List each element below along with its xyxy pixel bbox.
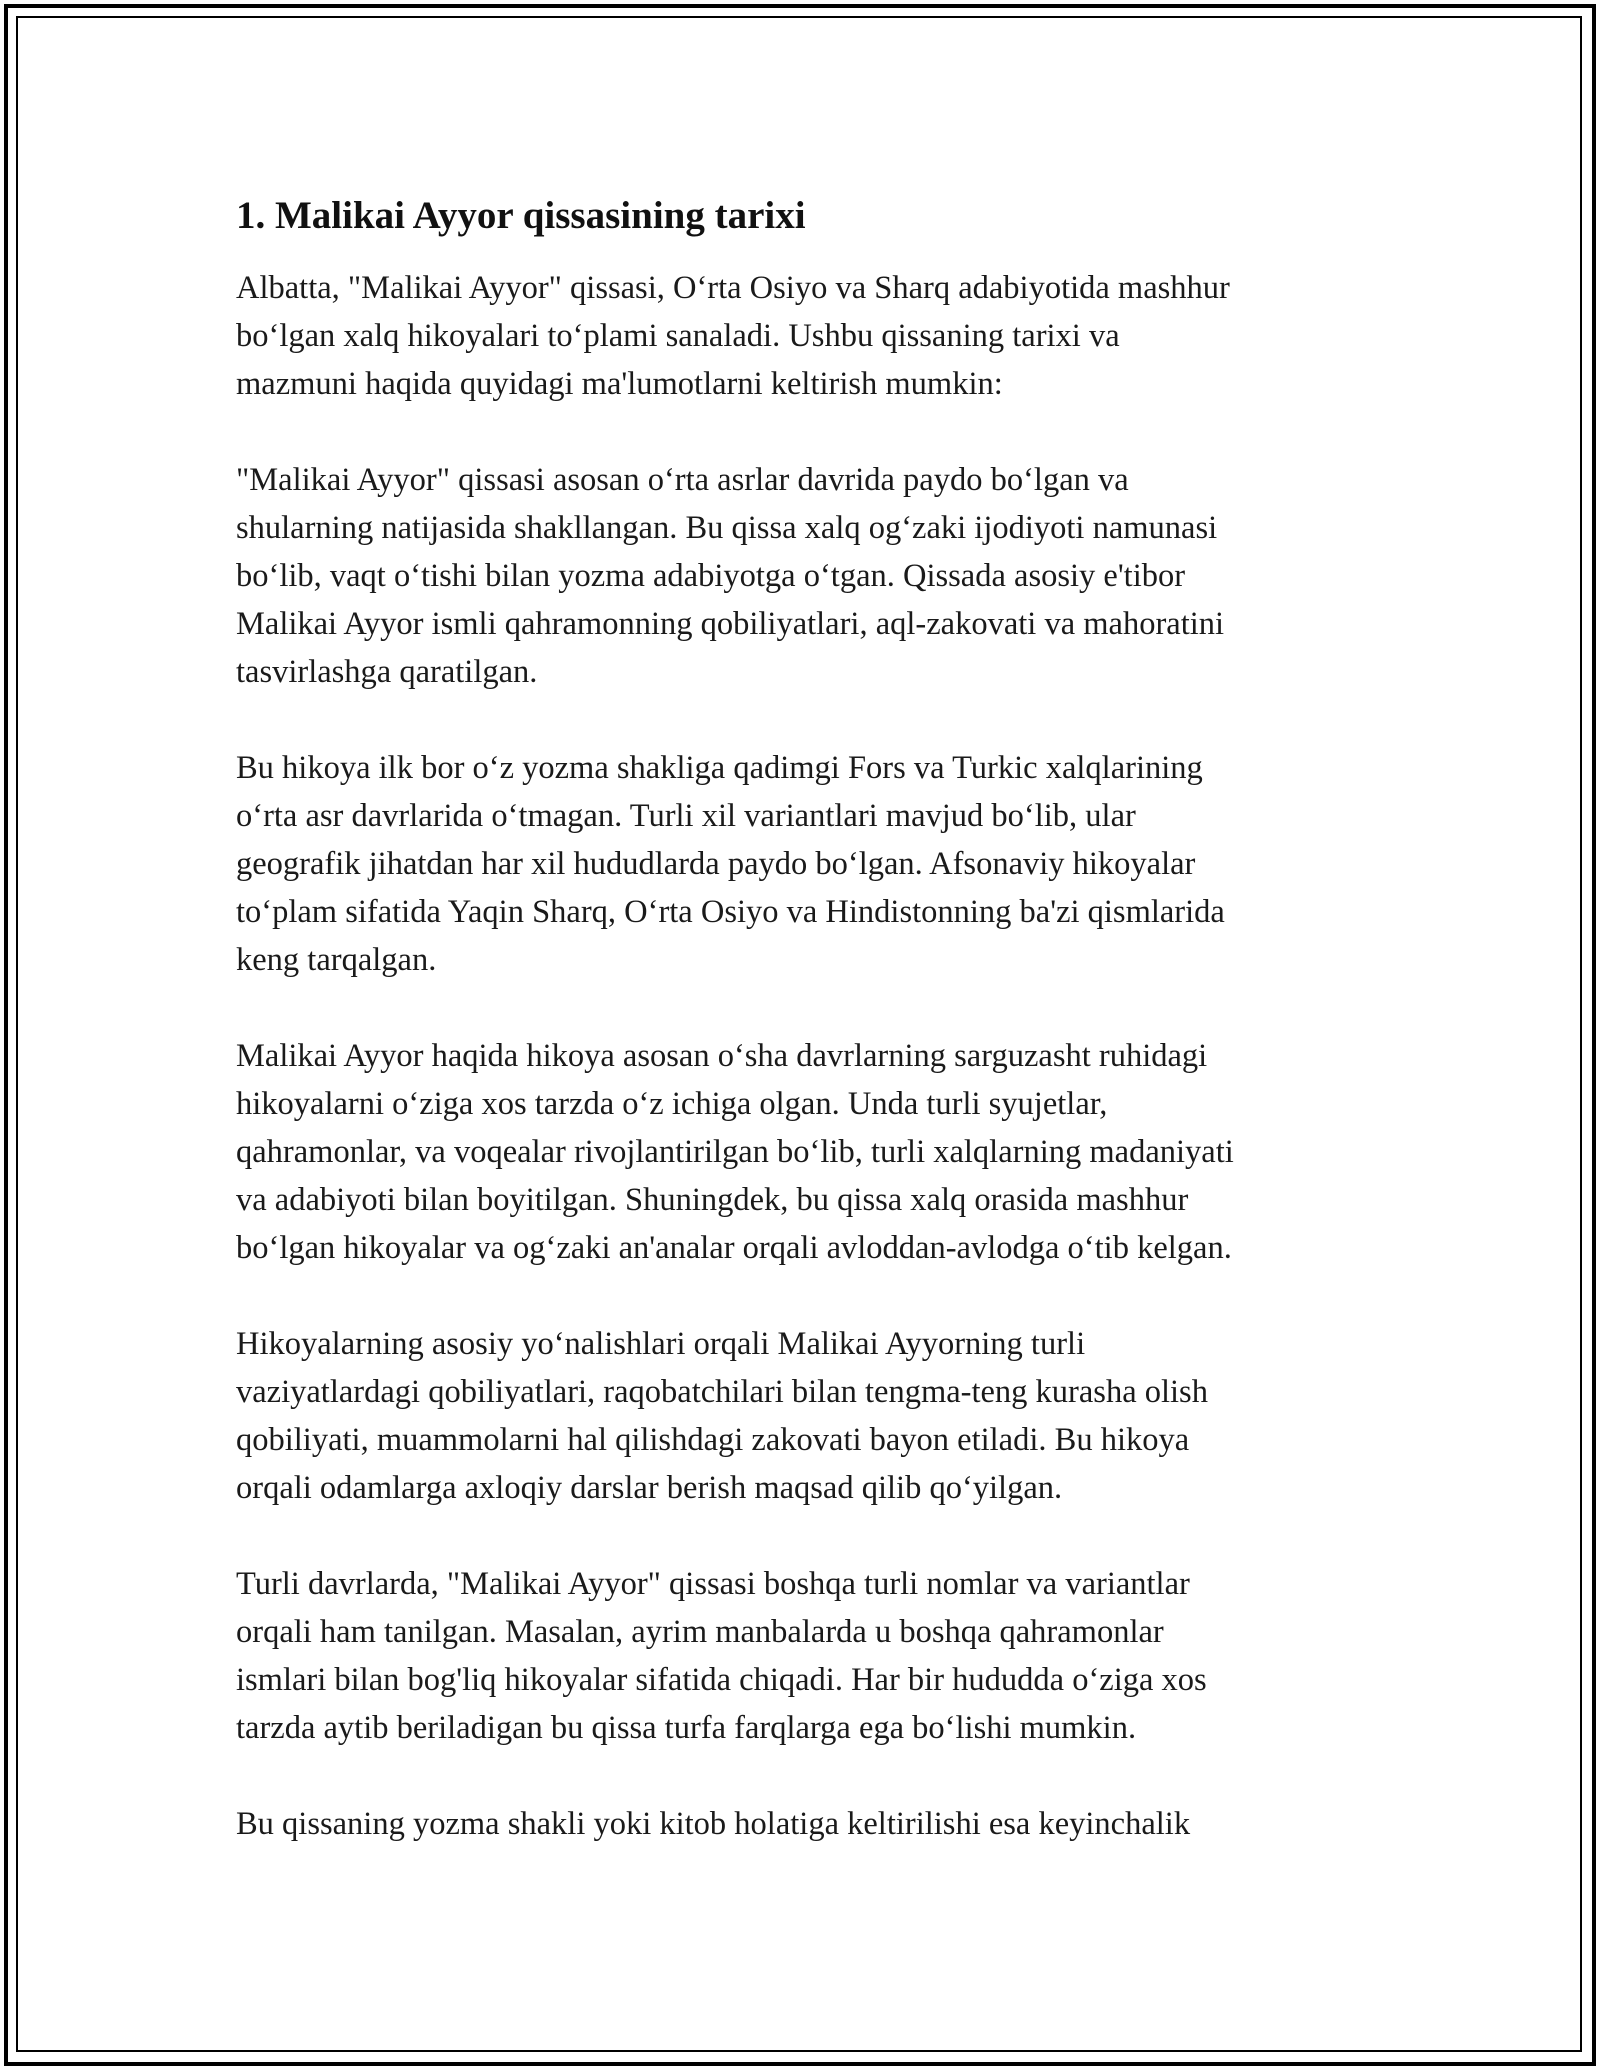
paragraph-line: Malikai Ayyor haqida hikoya asosan o‘sha davrlarning sarguzasht ruhidagi <box>236 1038 1208 1074</box>
paragraph-line: keng tarqalgan. <box>236 942 437 978</box>
paragraph-line: Bu hikoya ilk bor o‘z yozma shakliga qadimgi Fors va Turkic xalqlarining <box>236 750 1203 786</box>
paragraph-line: orqali ham tanilgan. Masalan, ayrim manbalarda u boshqa qahramonlar <box>236 1614 1164 1650</box>
paragraph-line: geografik jihatdan har xil hududlarda paydo bo‘lgan. Afsonaviy hikoyalar <box>236 846 1196 882</box>
document-body <box>236 188 1376 1896</box>
paragraph-line: ismlari bilan bog'liq hikoyalar sifatida chiqadi. Har bir hududda o‘ziga xos <box>236 1662 1207 1698</box>
paragraph-line: Albatta, "Malikai Ayyor" qissasi, O‘rta Osiyo va Sharq adabiyotida mashhur <box>236 270 1230 306</box>
paragraph-line: Malikai Ayyor ismli qahramonning qobiliyatlari, aql-zakovati va mahoratini <box>236 606 1225 642</box>
paragraph-line: bo‘lib, vaqt o‘tishi bilan yozma adabiyotga o‘tgan. Qissada asosiy e'tibor <box>236 558 1186 594</box>
paragraph-line: tarzda aytib beriladigan bu qissa turfa farqlarga ega bo‘lishi mumkin. <box>236 1710 1137 1746</box>
paragraph-4 <box>236 1032 1376 1272</box>
paragraph-line: o‘rta asr davrlarida o‘tmagan. Turli xil variantlari mavjud bo‘lib, ular <box>236 798 1136 834</box>
paragraph-line: bo‘lgan xalq hikoyalari to‘plami sanaladi. Ushbu qissaning tarixi va <box>236 318 1120 354</box>
paragraph-line: "Malikai Ayyor" qissasi asosan o‘rta asrlar davrida paydo bo‘lgan va <box>236 462 1129 498</box>
paragraph-3 <box>236 744 1376 984</box>
paragraph-7 <box>236 1800 1376 1848</box>
section-heading: 1. Malikai Ayyor qissasining tarixi <box>236 194 806 237</box>
paragraph-line: Hikoyalarning asosiy yo‘nalishlari orqali Malikai Ayyorning turli <box>236 1326 1086 1362</box>
paragraph-6 <box>236 1560 1376 1752</box>
paragraph-line: va adabiyoti bilan boyitilgan. Shuningdek, bu qissa xalq orasida mashhur <box>236 1182 1189 1218</box>
paragraph-line: to‘plam sifatida Yaqin Sharq, O‘rta Osiyo va Hindistonning ba'zi qismlarida <box>236 894 1225 930</box>
paragraph-2 <box>236 456 1376 696</box>
paragraph-line: mazmuni haqida quyidagi ma'lumotlarni keltirish mumkin: <box>236 366 1003 402</box>
paragraph-line: hikoyalarni o‘ziga xos tarzda o‘z ichiga olgan. Unda turli syujetlar, <box>236 1086 1108 1122</box>
paragraph-line: Bu qissaning yozma shakli yoki kitob holatiga keltirilishi esa keyinchalik <box>236 1806 1191 1842</box>
paragraph-1 <box>236 264 1376 408</box>
paragraph-line: shularning natijasida shakllangan. Bu qissa xalq og‘zaki ijodiyoti namunasi <box>236 510 1218 546</box>
paragraph-line: qahramonlar, va voqealar rivojlantirilgan bo‘lib, turli xalqlarning madaniyati <box>236 1134 1234 1170</box>
paragraph-line: vaziyatlardagi qobiliyatlari, raqobatchilari bilan tengma-teng kurasha olish <box>236 1374 1208 1410</box>
paragraph-line: bo‘lgan hikoyalar va og‘zaki an'analar orqali avloddan-avlodga o‘tib kelgan. <box>236 1230 1232 1266</box>
paragraph-5 <box>236 1320 1376 1512</box>
paragraph-line: qobiliyati, muammolarni hal qilishdagi zakovati bayon etiladi. Bu hikoya <box>236 1422 1190 1458</box>
paragraph-line: orqali odamlarga axloqiy darslar berish maqsad qilib qo‘yilgan. <box>236 1470 1063 1506</box>
paragraph-line: Turli davrlarda, "Malikai Ayyor" qissasi boshqa turli nomlar va variantlar <box>236 1566 1190 1602</box>
paragraph-line: tasvirlashga qaratilgan. <box>236 654 538 690</box>
